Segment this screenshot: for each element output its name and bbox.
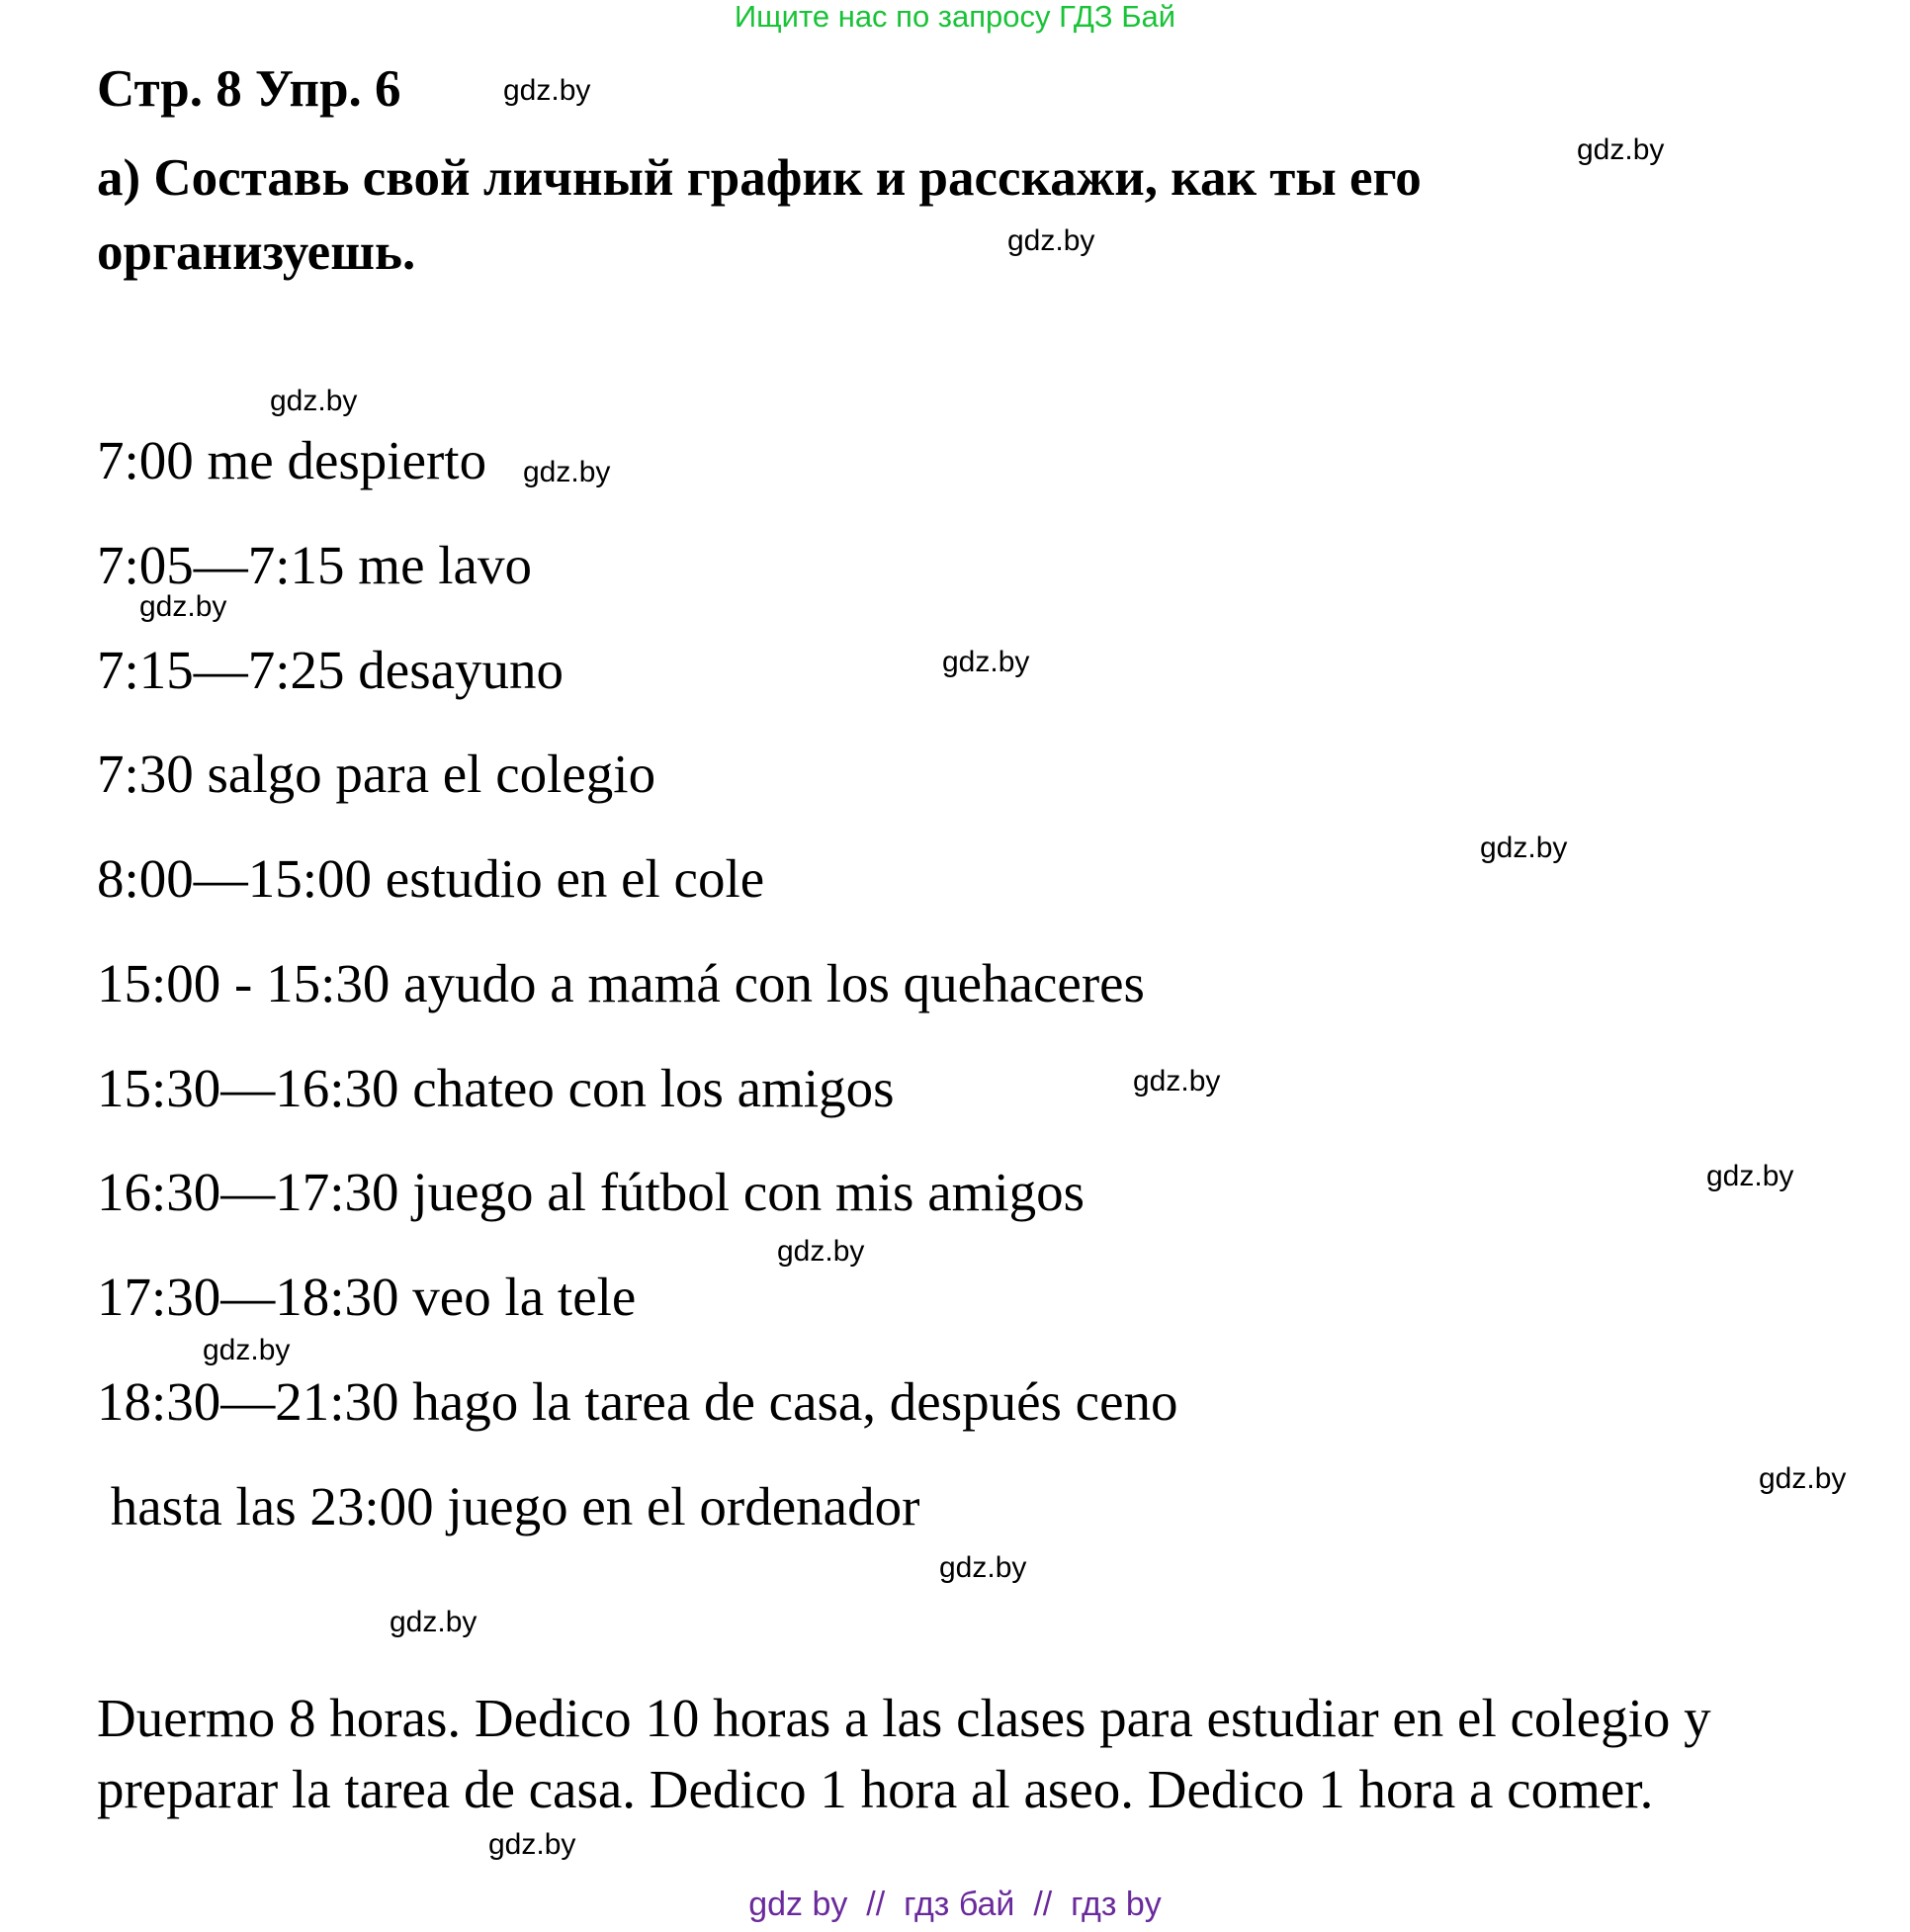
watermark: gdz.by (390, 1606, 478, 1638)
schedule-item: 18:30—21:30 hago la tarea de casa, después ceno (97, 1371, 1178, 1432)
footer-links[interactable]: gdz by // гдз бай // гдз by (748, 1886, 1162, 1923)
schedule-item: 16:30—17:30 juego al fútbol con mis amigos (97, 1162, 1085, 1222)
task-title-line-2: организуешь. (97, 223, 416, 281)
schedule-item: 15:00 - 15:30 ayudo a mamá con los quehaceres (97, 953, 1145, 1013)
schedule-item: 8:00—15:00 estudio en el cole (97, 848, 765, 909)
schedule-item: 17:30—18:30 veo la tele (97, 1267, 637, 1327)
watermark: gdz.by (1706, 1160, 1794, 1192)
watermark: gdz.by (270, 385, 358, 417)
watermark: gdz.by (488, 1828, 576, 1861)
watermark: gdz.by (1577, 133, 1665, 166)
watermark: gdz.by (1759, 1462, 1847, 1495)
watermark: gdz.by (939, 1551, 1027, 1584)
watermark: gdz.by (1007, 224, 1095, 257)
task-title-line-1: а) Составь свой личный график и расскажи, как ты его (97, 149, 1422, 207)
watermark: gdz.by (139, 590, 227, 623)
watermark: gdz.by (1480, 832, 1568, 864)
watermark: gdz.by (777, 1235, 865, 1268)
schedule-item: 15:30—16:30 chateo con los amigos (97, 1058, 895, 1118)
schedule-item: 7:00 me despierto (97, 430, 487, 490)
summary-line-2: preparar la tarea de casa. Dedico 1 hora al aseo. Dedico 1 hora a comer. (97, 1759, 1654, 1819)
summary-line-1: Duermo 8 horas. Dedico 10 horas a las clases para estudiar en el colegio y (97, 1688, 1711, 1748)
watermark: gdz.by (1133, 1065, 1221, 1098)
watermark: gdz.by (523, 456, 611, 488)
watermark: gdz.by (503, 74, 591, 107)
watermark: gdz.by (203, 1334, 291, 1366)
page-reference-heading: Стр. 8 Упр. 6 (97, 60, 401, 118)
schedule-item: 7:05—7:15 me lavo (97, 535, 532, 595)
watermark: gdz.by (942, 646, 1030, 678)
search-banner-link[interactable]: Ищите нас по запросу ГДЗ Бай (734, 0, 1176, 34)
schedule-item: 7:15—7:25 desayuno (97, 640, 564, 700)
schedule-item: hasta las 23:00 juego en el ordenador (97, 1476, 920, 1537)
schedule-item: 7:30 salgo para el colegio (97, 744, 656, 804)
